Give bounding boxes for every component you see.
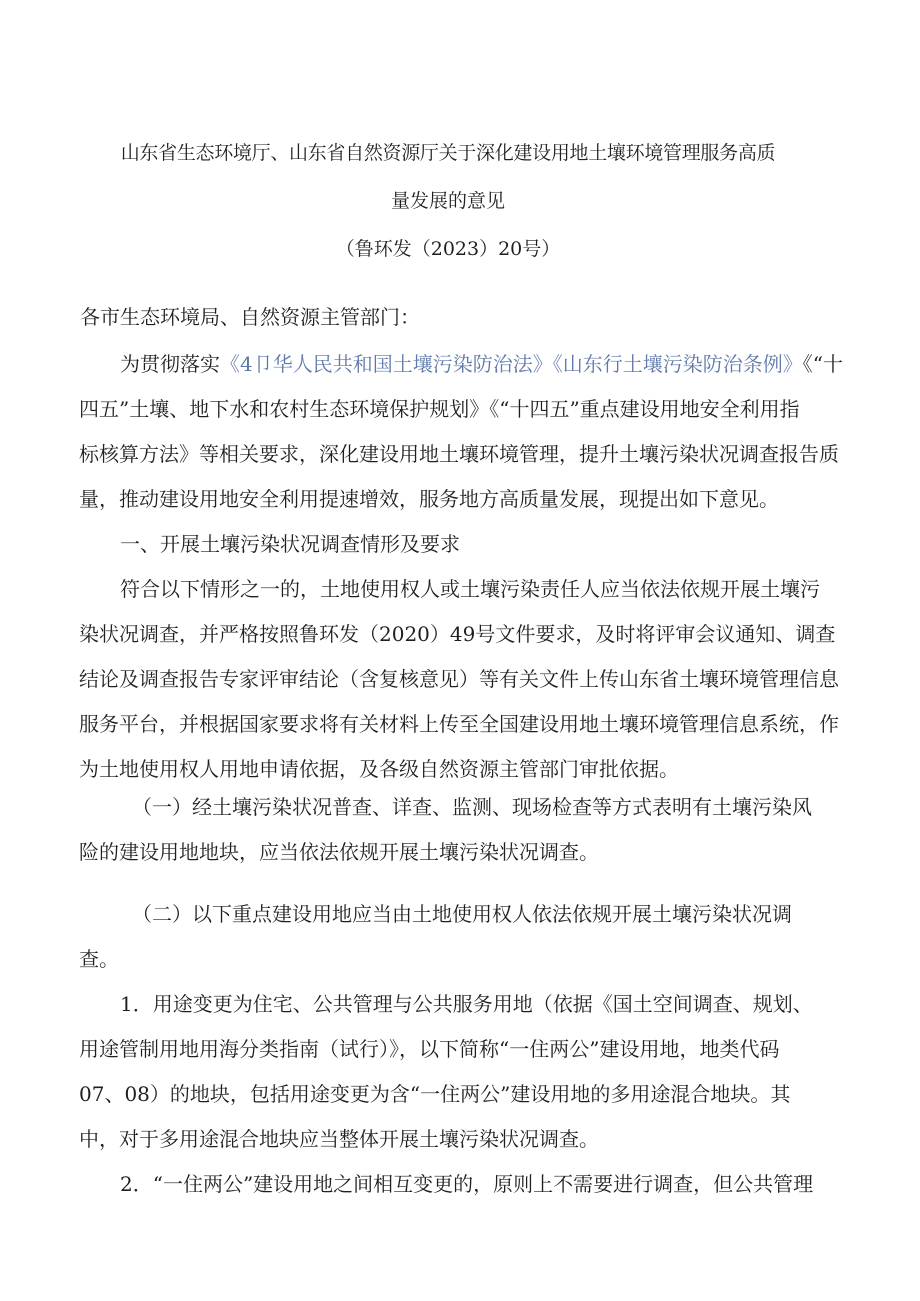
subitem-2-line: 2．“一住两公”建设用地之间相互变更的，原则上不需要进行调查，但公共管理 <box>120 1172 814 1196</box>
intro-line-2: 四五”土壤、地下水和农村生态环境保护规划》《“十四五”重点建设用地安全利用指 <box>79 397 800 421</box>
intro-line-3: 标核算方法》等相关要求，深化建设用地土壤环境管理，提升土壤污染状况调查报告质 <box>79 442 839 466</box>
intro-prefix: 为贯彻落实 <box>120 352 220 376</box>
greeting: 各市生态环境局、自然资源主管部门： <box>80 305 420 329</box>
section-1-body-line: 染状况调查，并严格按照鲁环发（2020）49号文件要求，及时将评审会议通知、调查 <box>79 622 836 646</box>
law-reference-link[interactable]: 《4卩华人民共和国土壤污染防治法》 <box>220 352 553 376</box>
intro-line-1 <box>120 352 843 376</box>
regulation-reference-link[interactable]: 《山东行土壤污染防治条例》 <box>552 352 803 376</box>
subitem-1-line: 07、08）的地块，包括用途变更为含“一住两公”建设用地的多用途混合地块。其 <box>79 1082 791 1106</box>
section-1-body-line: 结论及调查报告专家评审结论（含复核意见）等有关文件上传山东省土壤环境管理信息 <box>79 667 839 691</box>
subitem-1-line: 中，对于多用途混合地块应当整体开展土壤污染状况调查。 <box>79 1127 599 1151</box>
item-2-line: 查。 <box>79 947 119 971</box>
document-title-line-2: 量发展的意见 <box>390 190 505 212</box>
subitem-1-line: 用途管制用地用海分类指南（试行）》，以下简称“一住两公”建设用地，地类代码 <box>79 1037 780 1061</box>
item-1-line: 险的建设用地地块，应当依法依规开展土壤污染状况调查。 <box>79 840 599 864</box>
section-1-body-line: 为土地使用权人用地申请依据，及各级自然资源主管部门审批依据。 <box>79 757 679 781</box>
intro-line-4: 量，推动建设用地安全利用提速增效，服务地方高质量发展，现提出如下意见。 <box>79 487 779 511</box>
item-1-line: （一）经土壤污染状况普查、详查、监测、现场检查等方式表明有土壤污染风 <box>132 795 812 819</box>
item-2-line: （二）以下重点建设用地应当由土地使用权人依法依规开展土壤污染状况调 <box>132 902 792 926</box>
section-1-body-line: 服务平台，并根据国家要求将有关材料上传至全国建设用地土壤环境管理信息系统，作 <box>79 712 839 736</box>
document-title-line-1: 山东省生态环境厅、山东省自然资源厅关于深化建设用地土壤环境管理服务高质 <box>120 142 776 164</box>
section-1-heading: 一、开展土壤污染状况调查情形及要求 <box>120 532 460 556</box>
subitem-1-line: 1．用途变更为住宅、公共管理与公共服务用地（依据《国土空间调查、规划、 <box>120 992 813 1016</box>
document-number: （鲁环发（2023）20号） <box>335 238 561 260</box>
section-1-body-line: 符合以下情形之一的，土地使用权人或土壤污染责任人应当依法依规开展土壤污 <box>120 577 820 601</box>
intro-suffix: 《“十 <box>802 352 843 376</box>
